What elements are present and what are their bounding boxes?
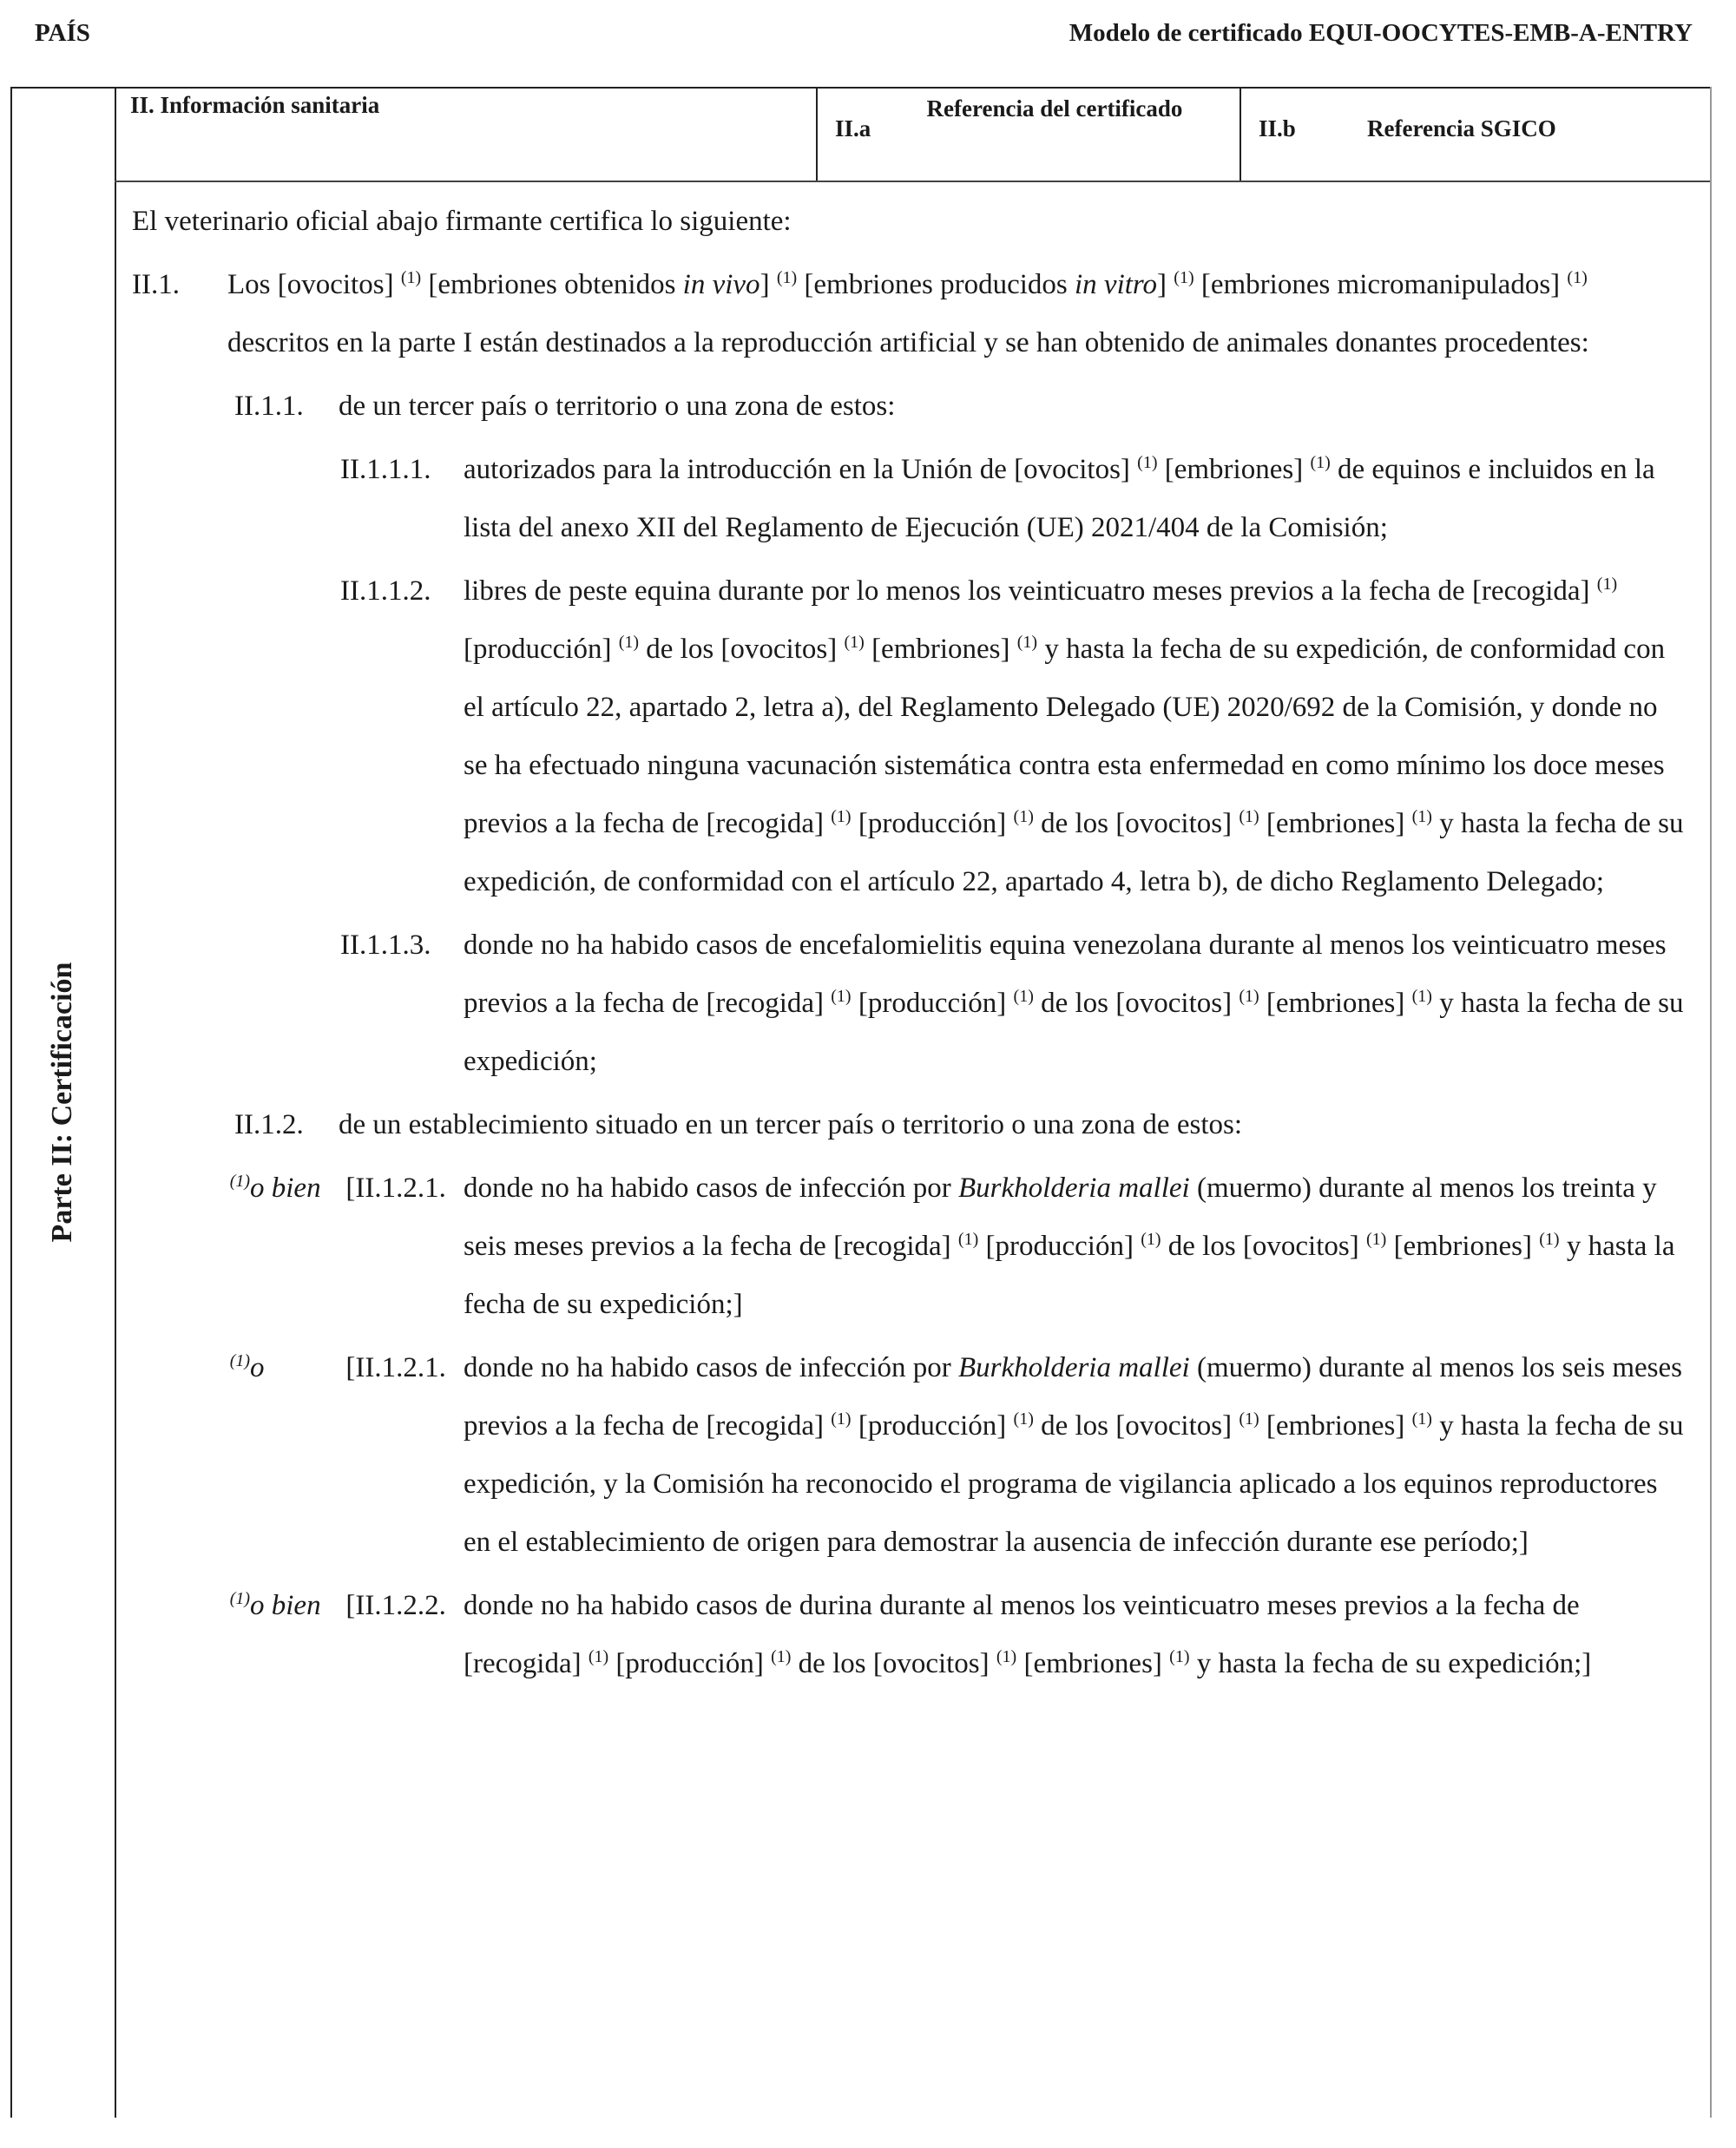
intro-text: El veterinario oficial abajo firmante certifica lo siguiente: — [132, 206, 792, 237]
footnote-ref: (1) — [1013, 1409, 1034, 1429]
ref-sgico-code: II.b — [1259, 115, 1296, 141]
page-header-model: Modelo de certificado EQUI-OOCYTES-EMB-A-ENTRY — [1069, 19, 1693, 47]
footnote-ref: (1) — [229, 1351, 251, 1370]
header-divider-a — [816, 87, 818, 181]
footnote-ref: (1) — [1137, 453, 1158, 472]
clause-label: II.1.2. — [234, 1109, 304, 1140]
clause-ii-1 — [132, 256, 1686, 372]
clause-label: II.1.1.2. — [340, 575, 431, 607]
footnote-ref: (1) — [844, 633, 865, 652]
footnote-ref: (1) — [1013, 807, 1034, 826]
footnote-ref: (1) — [831, 987, 852, 1006]
clause-text: donde no ha habido casos de durina durante al menos los veinticuatro meses previos a la fecha de [recogida] $^{(1)}$ [producción] $^{(1)}$ de los [ovocitos] $^{(1)}$ [embriones] $^{(1)}$ y hasta la fecha de su expedición;] — [464, 1590, 1592, 1679]
clause-ii-1-1-3 — [132, 916, 1686, 1091]
clause-ii-1-1 — [132, 378, 1686, 436]
footnote-ref: (1) — [957, 1230, 979, 1249]
certification-body — [132, 193, 1686, 1698]
clause-ii-1-2-1-option-b — [132, 1339, 1686, 1572]
ref-sgico-label: Referencia SGICO — [1367, 115, 1556, 141]
clause-label: [II.1.2.2. — [345, 1590, 446, 1621]
header-divider-b — [1240, 87, 1241, 181]
option-marker: $^{(1)}$o bien — [229, 1589, 321, 1621]
footnote-ref: (1) — [1310, 453, 1331, 472]
footnote-ref: (1) — [776, 268, 798, 287]
footnote-ref: (1) — [1239, 1409, 1259, 1429]
footnote-ref: (1) — [1016, 633, 1038, 652]
footnote-ref: (1) — [1169, 1647, 1190, 1666]
footnote-ref: (1) — [1411, 987, 1432, 1006]
footnote-ref: (1) — [588, 1647, 609, 1666]
footnote-ref: (1) — [229, 1589, 251, 1608]
frame-top-border — [10, 87, 1712, 89]
footnote-ref: (1) — [1539, 1230, 1560, 1249]
footnote-ref: (1) — [1411, 1409, 1432, 1429]
clause-ii-1-1-2 — [132, 562, 1686, 911]
clause-ii-1-2 — [132, 1096, 1686, 1154]
clause-text: Los [ovocitos] $^{(1)}$ [embriones obtenidos in vivo] $^{(1)}$ [embriones producidos in vitro] $^{(1)}$ [embriones micromanipulados] $^{(1)}$ descritos en la parte I están destinados a la reproducción artificial y se han obtenido de animales donantes procedentes: — [227, 268, 1589, 358]
frame-inner-border — [115, 87, 116, 2118]
footnote-ref: (1) — [1141, 1230, 1161, 1249]
footnote-ref: (1) — [229, 1172, 251, 1191]
footnote-ref: (1) — [1239, 807, 1259, 826]
clause-label: [II.1.2.1. — [345, 1173, 446, 1204]
clause-text: de un tercer país o territorio o una zona de estos: — [339, 391, 896, 422]
clause-ii-1-2-2-option-a — [132, 1577, 1686, 1693]
clause-label: II.1.1.3. — [340, 929, 431, 961]
option-marker: $^{(1)}$o — [229, 1351, 265, 1383]
clause-text: de un establecimiento situado en un tercer país o territorio o una zona de estos: — [339, 1109, 1242, 1140]
footnote-ref: (1) — [1411, 807, 1432, 826]
header-bottom-border — [115, 181, 1710, 182]
footnote-ref: (1) — [996, 1647, 1017, 1666]
ref-cert-code: II.a — [835, 115, 871, 141]
clause-ii-1-2-1-option-a — [132, 1159, 1686, 1334]
footnote-ref: (1) — [1174, 268, 1194, 287]
footnote-ref: (1) — [771, 1647, 792, 1666]
option-marker: $^{(1)}$o bien — [229, 1172, 321, 1204]
clause-text: donde no ha habido casos de encefalomielitis equina venezolana durante al menos los veinticuatro meses previos a la fecha de [recogida] $^{(1)}$ [producción] $^{(1)}$ de los [ovocitos] $^{(1)}$ [embriones] $^{(1)}$ y hasta la fecha de su expedición; — [464, 929, 1684, 1077]
footnote-ref: (1) — [618, 633, 640, 652]
footnote-ref: (1) — [1013, 987, 1034, 1006]
page-header-country: PAÍS — [35, 19, 90, 47]
clause-label: [II.1.2.1. — [345, 1352, 446, 1383]
footnote-ref: (1) — [831, 1409, 852, 1429]
clause-text: donde no ha habido casos de infección por Burkholderia mallei (muermo) durante al menos los seis meses previos a la fecha de [recogida] $^{(1)}$ [producción] $^{(1)}$ de los [ovocitos] $^{(1)}$ [embriones] $^{(1)}$ y hasta la fecha de su expedición, y la Comisión ha reconocido el programa de vigilancia aplicado a los equinos reproductores en el establecimiento de origen para demostrar la ausencia de infección durante ese período;] — [464, 1352, 1684, 1558]
side-label: Parte II: Certificación — [46, 962, 78, 1243]
clause-text: libres de peste equina durante por lo menos los veinticuatro meses previos a la fecha de [recogida] $^{(1)}$ [producción] $^{(1)}$ de los [ovocitos] $^{(1)}$ [embriones] $^{(1)}$ y hasta la fecha de su expedición, de conformidad con el artículo 22, apartado 2, letra a), del Reglamento Delegado (UE) 2020/692 de la Comisión, y donde no se ha efectuado ninguna vacunación sistemática contra esta enfermedad en como mínimo los doce meses previos a la fecha de [recogida] $^{(1)}$ [producción] $^{(1)}$ de los [ovocitos] $^{(1)}$ [embriones] $^{(1)}$ y hasta la fecha de su expedición, de conformidad con el artículo 22, apartado 4, letra b), de dicho Reglamento Delegado; — [464, 575, 1684, 897]
clause-ii-1-1-1 — [132, 441, 1686, 557]
footnote-ref: (1) — [1596, 575, 1618, 594]
clause-text: donde no ha habido casos de infección por Burkholderia mallei (muermo) durante al menos los treinta y seis meses previos a la fecha de [recogida] $^{(1)}$ [producción] $^{(1)}$ de los [ovocitos] $^{(1)}$ [embriones] $^{(1)}$ y hasta la fecha de su expedición;] — [464, 1173, 1675, 1320]
footnote-ref: (1) — [1365, 1230, 1387, 1249]
clause-label: II.1.1.1. — [340, 454, 431, 485]
footnote-ref: (1) — [400, 268, 422, 287]
footnote-ref: (1) — [1239, 987, 1259, 1006]
frame-right-border — [1710, 87, 1712, 2118]
clause-label: II.1.1. — [234, 391, 304, 422]
section-title: II. Información sanitaria — [130, 92, 380, 118]
clause-label: II.1. — [132, 269, 180, 300]
clause-text: autorizados para la introducción en la Unión de [ovocitos] $^{(1)}$ [embriones] $^{(1)}$ de equinos e incluidos en la lista del anexo XII del Reglamento de Ejecución (UE) 2021/404 de la Comisión; — [464, 453, 1655, 543]
footnote-ref: (1) — [831, 807, 852, 826]
footnote-ref: (1) — [1567, 268, 1588, 287]
ref-cert-label: Referencia del certificado — [926, 95, 1183, 122]
frame-left-border — [10, 87, 12, 2118]
